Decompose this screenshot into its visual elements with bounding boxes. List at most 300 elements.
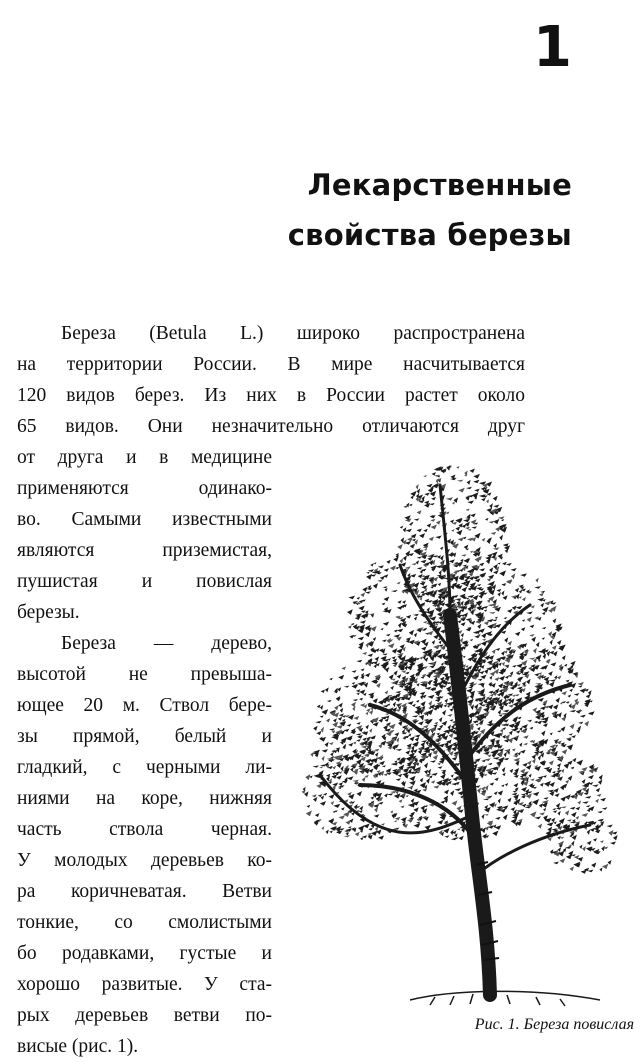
leaf-mark	[401, 670, 406, 673]
leaf-mark	[419, 597, 422, 600]
leaf-mark	[351, 623, 355, 625]
leaf-mark	[502, 662, 505, 666]
leaf-mark	[336, 775, 342, 779]
leaf-mark	[581, 813, 588, 817]
leaf-mark	[503, 814, 508, 820]
leaf-mark	[356, 722, 360, 725]
leaf-mark	[489, 521, 495, 524]
leaf-mark	[519, 596, 522, 599]
leaf-mark	[512, 793, 518, 796]
leaf-mark	[501, 651, 505, 656]
leaf-mark	[521, 627, 526, 631]
leaf-mark	[550, 732, 553, 735]
leaf-mark	[375, 656, 380, 661]
leaf-mark	[509, 731, 513, 736]
leaf-mark	[378, 743, 382, 748]
leaf-mark	[426, 484, 432, 488]
leaf-mark	[489, 612, 496, 614]
leaf-mark	[356, 733, 362, 735]
leaf-mark	[471, 526, 477, 529]
leaf-mark	[383, 622, 389, 626]
leaf-mark	[458, 620, 462, 623]
leaf-mark	[410, 495, 414, 499]
leaf-mark	[484, 621, 490, 625]
leaf-mark	[353, 699, 358, 701]
leaf-mark	[424, 493, 429, 496]
leaf-mark	[397, 606, 403, 610]
leaf-mark	[347, 724, 352, 727]
leaf-mark	[412, 539, 417, 542]
leaf-mark	[333, 804, 340, 808]
leaf-mark	[556, 697, 561, 703]
leaf-mark	[543, 815, 548, 819]
leaf-mark	[536, 642, 540, 648]
leaf-mark	[548, 705, 554, 710]
leaf-mark	[391, 656, 395, 659]
leaf-mark	[484, 814, 488, 816]
leaf-mark	[553, 704, 559, 709]
leaf-mark	[582, 801, 589, 804]
text-line: во. Самыми известными	[17, 509, 272, 530]
leaf-mark	[344, 835, 350, 837]
leaf-mark	[386, 722, 391, 726]
leaf-mark	[457, 828, 461, 830]
leaf-mark	[591, 863, 596, 868]
leaf-mark	[364, 753, 370, 757]
leaf-mark	[366, 642, 370, 648]
leaf-mark	[473, 474, 480, 479]
leaf-mark	[534, 816, 541, 819]
leaf-mark	[357, 597, 360, 600]
leaf-mark	[416, 683, 419, 687]
leaf-mark	[544, 781, 551, 787]
leaf-mark	[326, 830, 329, 835]
leaf-mark	[312, 765, 319, 767]
leaf-mark	[331, 801, 335, 805]
leaf-mark	[321, 709, 328, 715]
leaf-mark	[417, 529, 422, 533]
leaf-mark	[407, 537, 413, 542]
leaf-mark	[310, 752, 314, 757]
leaf-mark	[488, 575, 494, 579]
leaf-mark	[560, 796, 566, 801]
leaf-mark	[578, 686, 583, 688]
leaf-mark	[470, 639, 474, 641]
leaf-mark	[424, 549, 427, 551]
leaf-mark	[317, 705, 321, 709]
leaf-mark	[580, 715, 586, 718]
leaf-mark	[435, 698, 441, 702]
leaf-mark	[465, 527, 470, 529]
leaf-mark	[502, 773, 506, 776]
leaf-mark	[361, 745, 368, 748]
leaf-mark	[407, 701, 414, 705]
leaf-mark	[373, 698, 378, 703]
leaf-mark	[571, 841, 574, 847]
leaf-mark	[529, 634, 535, 637]
leaf-mark	[340, 766, 343, 772]
leaf-mark	[495, 617, 498, 619]
leaf-mark	[416, 484, 419, 490]
tree-branches	[320, 485, 590, 995]
leaf-mark	[419, 533, 425, 538]
text-line: У молодых деревьев ко-	[17, 850, 272, 871]
leaf-mark	[381, 603, 385, 606]
leaf-mark	[350, 767, 354, 772]
leaf-mark	[494, 778, 499, 782]
leaf-mark	[561, 701, 566, 703]
leaf-mark	[442, 710, 446, 716]
leaf-mark	[518, 819, 523, 822]
leaf-mark	[554, 788, 559, 793]
leaf-mark	[378, 802, 383, 805]
leaf-mark	[338, 675, 344, 680]
leaf-mark	[508, 641, 513, 646]
leaf-mark	[567, 819, 572, 822]
leaf-mark	[446, 512, 450, 515]
leaf-mark	[313, 797, 318, 802]
leaf-mark	[554, 793, 559, 797]
chapter-title	[172, 160, 572, 260]
leaf-mark	[493, 519, 499, 524]
leaf-mark	[510, 671, 514, 675]
leaf-mark	[527, 720, 532, 722]
leaf-mark	[598, 779, 602, 784]
leaf-mark	[501, 784, 504, 787]
leaf-mark	[366, 708, 370, 712]
leaf-mark	[593, 838, 597, 841]
leaf-mark	[396, 778, 401, 781]
leaf-mark	[529, 658, 536, 660]
leaf-mark	[365, 673, 370, 677]
leaf-mark	[333, 718, 337, 722]
leaf-mark	[527, 617, 532, 623]
leaf-mark	[461, 554, 466, 557]
leaf-mark	[371, 626, 377, 632]
leaf-mark	[478, 679, 483, 681]
leaf-mark	[386, 731, 393, 737]
leaf-mark	[400, 526, 404, 529]
leaf-mark	[352, 670, 357, 673]
leaf-mark	[513, 790, 517, 792]
leaf-mark	[532, 754, 537, 759]
leaf-mark	[516, 730, 521, 733]
leaf-mark	[582, 779, 586, 784]
leaf-mark	[483, 707, 490, 713]
leaf-mark	[410, 574, 416, 578]
leaf-mark	[438, 583, 441, 587]
leaf-mark	[423, 475, 427, 477]
leaf-mark	[342, 719, 346, 722]
leaf-mark	[498, 662, 501, 666]
leaf-mark	[397, 600, 401, 604]
leaf-mark	[505, 650, 508, 654]
figure-caption: Рис. 1. Береза повислая	[474, 1016, 634, 1033]
leaf-mark	[405, 750, 410, 754]
leaf-mark	[454, 788, 461, 791]
leaf-mark	[587, 829, 591, 835]
leaf-mark	[381, 648, 385, 654]
leaf-mark	[456, 466, 459, 469]
leaf-mark	[433, 755, 438, 760]
leaf-mark	[550, 639, 553, 645]
leaf-mark	[493, 547, 500, 550]
leaf-mark	[610, 842, 616, 845]
leaf-mark	[406, 529, 412, 532]
leaf-mark	[586, 805, 591, 807]
leaf-mark	[501, 519, 504, 521]
leaf-mark	[599, 775, 603, 781]
text-line: висые (рис. 1).	[17, 1036, 139, 1057]
text-line: 65 видов. Они незначительно отличаются друг	[17, 416, 525, 437]
leaf-mark	[395, 749, 402, 751]
leaf-mark	[613, 835, 618, 840]
leaf-mark	[578, 682, 584, 686]
leaf-mark	[458, 537, 464, 541]
leaf-mark	[302, 790, 306, 794]
leaf-mark	[494, 669, 499, 675]
leaf-mark	[343, 744, 346, 750]
leaf-mark	[547, 822, 554, 826]
leaf-mark	[376, 648, 380, 652]
leaf-mark	[360, 837, 363, 840]
text-line: зы прямой, белый и	[17, 726, 272, 747]
leaf-mark	[514, 783, 519, 787]
leaf-mark	[570, 866, 575, 871]
leaf-mark	[431, 565, 437, 570]
leaf-mark	[561, 769, 564, 774]
leaf-mark	[305, 774, 310, 780]
leaf-mark	[416, 560, 419, 564]
leaf-mark	[397, 544, 403, 549]
leaf-mark	[341, 667, 346, 671]
leaf-mark	[541, 720, 548, 724]
leaf-mark	[417, 567, 423, 569]
leaf-mark	[318, 794, 323, 797]
leaf-mark	[570, 724, 575, 730]
leaf-mark	[552, 808, 556, 810]
leaf-mark	[498, 714, 502, 716]
leaf-mark	[435, 624, 439, 626]
leaf-mark	[538, 698, 544, 702]
leaf-mark	[383, 586, 388, 588]
leaf-mark	[466, 509, 470, 512]
leaf-mark	[390, 686, 394, 690]
text-line: рых деревьев ветви по-	[17, 1005, 272, 1026]
leaf-mark	[510, 769, 514, 773]
leaf-mark	[557, 640, 562, 645]
leaf-mark	[473, 480, 479, 484]
leaf-mark	[498, 798, 501, 804]
leaf-mark	[455, 526, 460, 530]
leaf-mark	[410, 491, 416, 497]
leaf-mark	[414, 616, 417, 620]
leaf-mark	[329, 742, 334, 745]
leaf-mark	[373, 637, 377, 641]
leaf-mark	[508, 737, 513, 743]
leaf-mark	[384, 588, 387, 592]
leaf-mark	[602, 864, 608, 869]
leaf-mark	[565, 810, 569, 815]
leaf-mark	[386, 634, 391, 637]
leaf-mark	[492, 649, 496, 654]
chapter-title-line: свойства березы	[287, 218, 572, 252]
leaf-mark	[417, 557, 422, 559]
leaf-mark	[430, 761, 436, 763]
leaf-mark	[537, 598, 544, 602]
leaf-mark	[530, 625, 535, 628]
leaf-mark	[429, 665, 435, 668]
leaf-mark	[462, 565, 467, 567]
leaf-mark	[600, 798, 606, 802]
leaf-mark	[344, 729, 350, 732]
leaf-mark	[358, 637, 365, 641]
leaf-mark	[359, 806, 363, 811]
leaf-mark	[513, 794, 519, 799]
leaf-mark	[498, 709, 501, 715]
leaf-mark	[548, 671, 553, 676]
leaf-mark	[313, 726, 317, 731]
leaf-mark	[394, 760, 397, 763]
leaf-mark	[409, 736, 414, 741]
leaf-mark	[440, 800, 445, 803]
leaf-mark	[452, 502, 455, 505]
leaf-mark	[411, 798, 415, 803]
leaf-mark	[424, 770, 429, 773]
leaf-mark	[600, 840, 604, 843]
leaf-mark	[494, 791, 498, 795]
leaf-mark	[515, 632, 521, 636]
leaf-mark	[566, 854, 572, 859]
leaf-mark	[396, 629, 403, 633]
leaf-mark	[562, 655, 566, 660]
leaf-mark	[365, 725, 369, 730]
leaf-mark	[358, 606, 364, 611]
leaf-mark	[412, 704, 416, 707]
leaf-mark	[383, 773, 388, 776]
leaf-mark	[362, 652, 367, 655]
leaf-mark	[532, 799, 539, 805]
leaf-mark	[570, 767, 574, 770]
leaf-mark	[508, 702, 512, 705]
leaf-mark	[568, 733, 573, 735]
leaf-mark	[389, 674, 394, 680]
leaf-mark	[312, 794, 317, 797]
leaf-mark	[477, 624, 481, 629]
leaf-mark	[468, 686, 473, 689]
leaf-mark	[431, 497, 436, 500]
leaf-mark	[315, 813, 320, 817]
leaf-mark	[414, 735, 420, 738]
leaf-mark	[499, 676, 505, 681]
leaf-mark	[510, 686, 516, 689]
leaf-mark	[441, 662, 444, 665]
leaf-mark	[400, 805, 404, 808]
leaf-mark	[393, 702, 396, 708]
leaf-mark	[505, 676, 509, 679]
text-line: ра коричневатая. Ветви	[17, 881, 272, 902]
leaf-mark	[483, 798, 490, 800]
leaf-mark	[430, 519, 435, 522]
leaf-mark	[578, 722, 583, 724]
text-line: от друга и в медицине	[17, 447, 272, 468]
leaf-mark	[533, 648, 537, 654]
leaf-mark	[329, 678, 333, 681]
leaf-mark	[382, 639, 387, 642]
leaf-mark	[381, 823, 385, 826]
leaf-mark	[374, 814, 380, 817]
leaf-mark	[420, 560, 426, 564]
leaf-mark	[566, 701, 570, 703]
leaf-mark	[497, 563, 500, 565]
leaf-mark	[479, 568, 485, 571]
leaf-mark	[339, 782, 343, 786]
leaf-mark	[489, 581, 495, 587]
leaf-mark	[320, 801, 326, 806]
leaf-mark	[489, 567, 493, 572]
leaf-mark	[557, 767, 560, 771]
leaf-mark	[368, 569, 374, 572]
leaf-mark	[409, 817, 414, 819]
leaf-mark	[401, 817, 407, 822]
leaf-mark	[321, 826, 324, 830]
leaf-mark	[549, 682, 555, 688]
leaf-mark	[486, 796, 493, 799]
leaf-mark	[466, 487, 472, 490]
leaf-mark	[436, 478, 439, 483]
leaf-mark	[426, 778, 430, 784]
leaf-mark	[435, 536, 441, 539]
leaf-mark	[556, 803, 560, 808]
leaf-mark	[347, 609, 353, 615]
leaf-mark	[573, 758, 577, 762]
leaf-mark	[322, 756, 325, 761]
leaf-mark	[348, 743, 353, 747]
chapter-number: 1	[533, 15, 572, 80]
leaf-mark	[348, 826, 352, 828]
leaf-mark	[459, 836, 464, 841]
leaf-mark	[431, 780, 436, 783]
leaf-mark	[379, 718, 384, 722]
leaf-mark	[381, 716, 388, 719]
leaf-mark	[392, 658, 397, 662]
leaf-mark	[508, 693, 513, 696]
leaf-mark	[484, 669, 488, 674]
paragraph-narrow-column	[17, 442, 272, 1062]
leaf-mark	[557, 676, 562, 680]
leaf-mark	[548, 631, 552, 637]
leaf-mark	[485, 518, 489, 521]
leaf-mark	[542, 637, 545, 640]
leaf-mark	[439, 570, 442, 575]
leaf-mark	[397, 757, 401, 760]
leaf-mark	[495, 677, 500, 681]
leaf-mark	[427, 557, 432, 561]
leaf-mark	[601, 846, 605, 852]
leaf-mark	[523, 735, 529, 739]
leaf-mark	[395, 691, 401, 693]
leaf-mark	[320, 705, 323, 710]
text-line: высотой не превыша-	[17, 664, 272, 685]
leaf-mark	[416, 822, 420, 824]
leaf-mark	[535, 683, 542, 685]
leaf-mark	[564, 763, 569, 769]
leaf-mark	[403, 527, 407, 532]
leaf-mark	[557, 730, 562, 732]
leaf-mark	[307, 805, 311, 808]
leaf-mark	[447, 714, 452, 717]
leaf-mark	[424, 825, 431, 829]
